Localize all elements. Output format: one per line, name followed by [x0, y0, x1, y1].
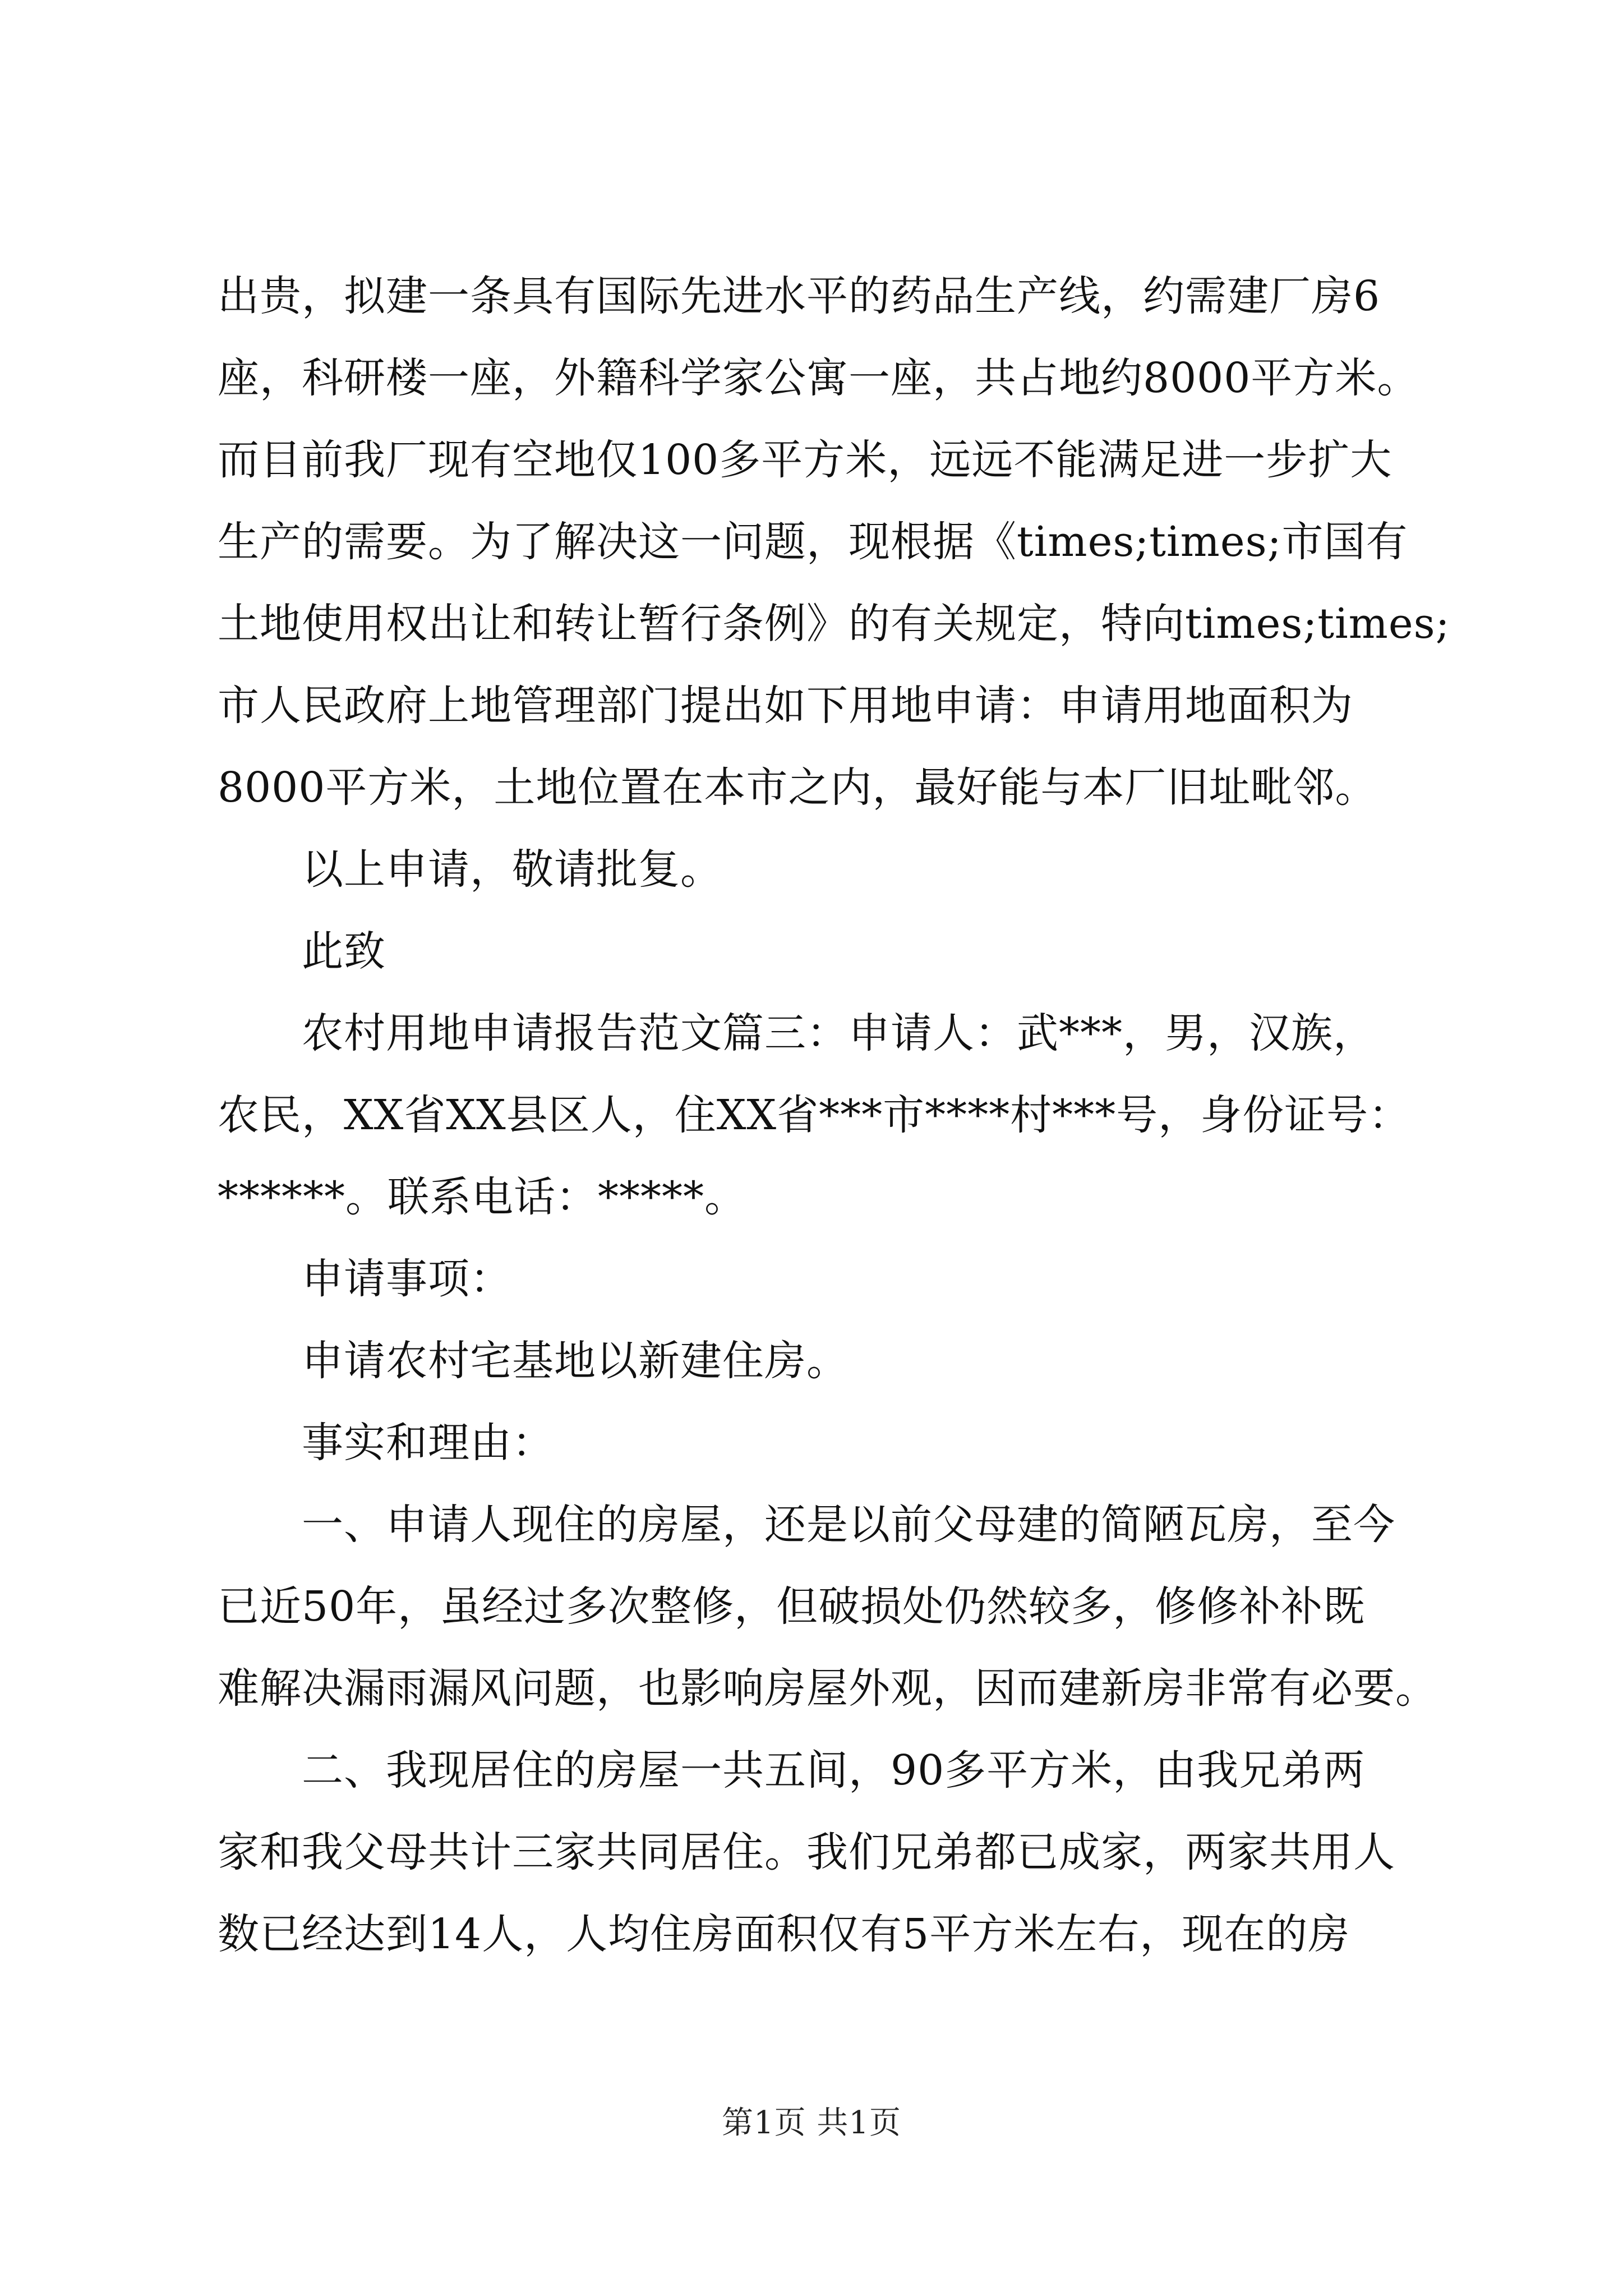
- paragraph-line: 申请农村宅基地以新建住房。: [302, 1337, 849, 1385]
- section-heading: 事实和理由：: [302, 1419, 554, 1467]
- text-line: 8000平方米，土地位置在本市之内，最好能与本厂旧址毗邻。: [218, 763, 1377, 812]
- text-line: 已近50年，虽经过多次整修，但破损处仍然较多，修修补补既: [218, 1582, 1366, 1631]
- section-heading: 申请事项：: [302, 1255, 512, 1303]
- page-footer: 第1页 共1页: [721, 2105, 902, 2141]
- paragraph-line: 农村用地申请报告范文篇三：申请人：武***，男，汉族，: [302, 1009, 1375, 1057]
- text-line: 座，科研楼一座，外籍科学家公寓一座，共占地约8000平方米。: [218, 354, 1419, 402]
- paragraph-line: 二、我现居住的房屋一共五间，90多平方米，由我兄弟两: [302, 1746, 1366, 1795]
- text-line: ******。联系电话：*****。: [218, 1173, 746, 1221]
- paragraph-line: 以上申请，敬请批复。: [302, 845, 722, 894]
- text-line: 难解决漏雨漏风问题，也影响房屋外观，因而建新房非常有必要。: [218, 1664, 1437, 1713]
- text-line: 出贵，拟建一条具有国际先进水平的药品生产线，约需建厂房6: [218, 272, 1381, 320]
- text-line: 生产的需要。为了解决这一问题，现根据《times;times;市国有: [218, 518, 1408, 566]
- text-line: 土地使用权出让和转让暂行条例》的有关规定，特向times;times;: [218, 600, 1450, 648]
- paragraph-line: 一、申请人现住的房屋，还是以前父母建的简陋瓦房，至今: [302, 1501, 1395, 1549]
- salutation-line: 此致: [302, 927, 386, 976]
- text-line: 农民，XX省XX县区人，住XX省***市****村***号，身份证号：: [218, 1091, 1411, 1139]
- text-line: 数已经达到14人，人均住房面积仅有5平方米左右，现在的房: [218, 1910, 1350, 1958]
- text-line: 市人民政府上地管理部门提出如下用地申请：申请用地面积为: [218, 682, 1353, 730]
- document-body: [218, 255, 1450, 1975]
- text-line: 而目前我厂现有空地仅100多平方米，远远不能满足进一步扩大: [218, 436, 1393, 484]
- text-line: 家和我父母共计三家共同居住。我们兄弟都已成家，两家共用人: [218, 1828, 1395, 1876]
